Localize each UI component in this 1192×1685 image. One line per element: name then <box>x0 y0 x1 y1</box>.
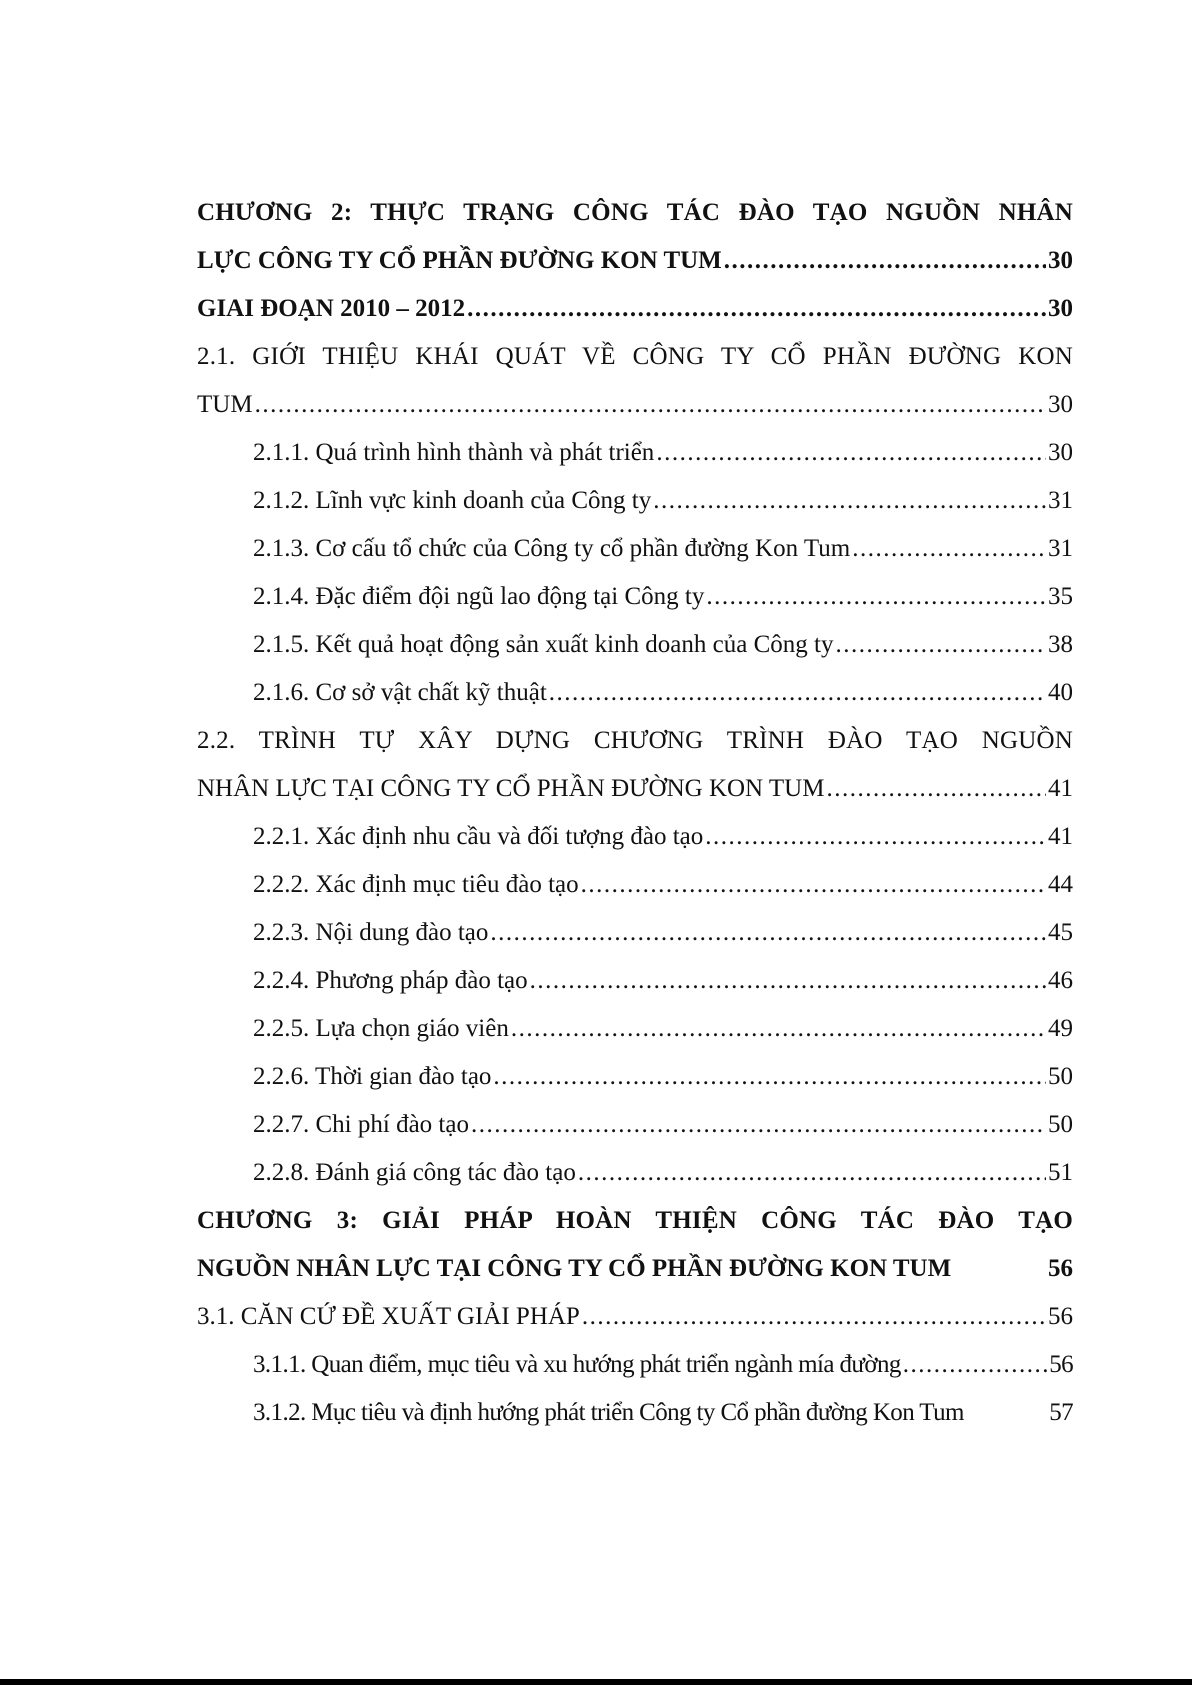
toc-page-number: 41 <box>1048 775 1073 802</box>
toc-entry[interactable] <box>197 957 1073 1005</box>
toc-entry-title: 3.1. CĂN CỨ ĐỀ XUẤT GIẢI PHÁP <box>197 1303 580 1330</box>
dot-leader <box>826 765 1046 813</box>
toc-page-number: 49 <box>1048 1015 1073 1042</box>
dot-leader <box>724 237 1046 285</box>
toc-entry-title: 2.2.1. Xác định nhu cầu và đối tượng đào tạo <box>253 823 704 850</box>
toc-entry-title: 2.2.6. Thời gian đào tạo <box>253 1063 492 1090</box>
toc-page-number: 38 <box>1048 631 1073 658</box>
toc-page-number: 50 <box>1048 1111 1073 1138</box>
toc-entry-title: NHÂN LỰC TẠI CÔNG TY CỔ PHẦN ĐƯỜNG KON TUM <box>197 775 825 802</box>
toc-entry[interactable] <box>197 1293 1073 1341</box>
toc-entry[interactable] <box>197 1341 1073 1389</box>
toc-entry[interactable] <box>197 1149 1073 1197</box>
toc-entry[interactable] <box>197 573 1073 621</box>
toc-entry[interactable] <box>197 381 1073 429</box>
toc-entry-title: 2.2. TRÌNH TỰ XÂY DỰNG CHƯƠNG TRÌNH ĐÀO TẠO NGUỒN <box>197 727 1073 754</box>
toc-page-number: 56 <box>1049 1351 1073 1378</box>
dot-leader <box>549 669 1046 717</box>
dot-leader <box>706 573 1046 621</box>
toc-entry[interactable] <box>197 1101 1073 1149</box>
toc-entry[interactable] <box>197 813 1073 861</box>
toc-page-number: 56 <box>1048 1303 1073 1330</box>
toc-entry-title: 2.2.5. Lựa chọn giáo viên <box>253 1015 509 1042</box>
dot-leader <box>255 381 1046 429</box>
toc-page-number: 35 <box>1048 583 1073 610</box>
dot-leader <box>578 1149 1046 1197</box>
toc-entry-title: 2.1.6. Cơ sở vật chất kỹ thuật <box>253 679 547 706</box>
dot-leader <box>511 1005 1046 1053</box>
toc-entry-title: 2.1.4. Đặc điểm đội ngũ lao động tại Công ty <box>253 583 705 610</box>
toc-entry[interactable] <box>197 1389 1073 1437</box>
toc-entry[interactable] <box>197 525 1073 573</box>
toc-entry[interactable] <box>197 909 1073 957</box>
toc-entry-title: CHƯƠNG 2: THỰC TRẠNG CÔNG TÁC ĐÀO TẠO NGUỒN NHÂN <box>197 199 1073 226</box>
toc-entry[interactable] <box>197 1053 1073 1101</box>
dot-leader <box>467 285 1046 333</box>
toc-entry-title: 3.1.1. Quan điểm, mục tiêu và xu hướng phát triển ngành mía đường <box>253 1351 901 1378</box>
toc-entry[interactable] <box>197 189 1073 237</box>
toc-entry-title: CHƯƠNG 3: GIẢI PHÁP HOÀN THIỆN CÔNG TÁC ĐÀO TẠO <box>197 1207 1073 1234</box>
toc-entry-title: 2.2.2. Xác định mục tiêu đào tạo <box>253 871 579 898</box>
toc-page-number: 44 <box>1048 871 1073 898</box>
toc-page-number: 57 <box>1049 1399 1073 1426</box>
toc-entry[interactable] <box>197 429 1073 477</box>
toc-page-number: 30 <box>1048 391 1073 418</box>
toc-entry-title: 2.1.5. Kết quả hoạt động sản xuất kinh doanh của Công ty <box>253 631 834 658</box>
toc-entry-title: 2.1.3. Cơ cấu tổ chức của Công ty cổ phần đường Kon Tum <box>253 535 851 562</box>
toc-entry-title: NGUỒN NHÂN LỰC TẠI CÔNG TY CỔ PHẦN ĐƯỜNG KON TUM <box>197 1255 952 1282</box>
page-bottom-border <box>0 1679 1192 1685</box>
toc-entry[interactable] <box>197 1005 1073 1053</box>
dot-leader <box>852 525 1046 573</box>
toc-entry-title: 2.1.2. Lĩnh vực kinh doanh của Công ty <box>253 487 652 514</box>
dot-leader <box>656 429 1046 477</box>
toc-page-number: 30 <box>1048 439 1073 466</box>
toc-page-number: 30 <box>1048 247 1073 274</box>
toc-page-number: 46 <box>1048 967 1073 994</box>
toc-entry[interactable] <box>197 861 1073 909</box>
toc-entry-title: GIAI ĐOẠN 2010 – 2012 <box>197 295 466 322</box>
toc-page-number: 31 <box>1048 487 1073 514</box>
toc-entry[interactable] <box>197 1197 1073 1245</box>
toc-entry-title: 2.2.8. Đánh giá công tác đào tạo <box>253 1159 576 1186</box>
toc-entry[interactable] <box>197 669 1073 717</box>
dot-leader <box>581 861 1046 909</box>
toc-page-number: 50 <box>1048 1063 1073 1090</box>
table-of-contents <box>197 189 1073 1437</box>
toc-page-number: 40 <box>1048 679 1073 706</box>
dot-leader <box>903 1341 1047 1389</box>
toc-entry-title: 3.1.2. Mục tiêu và định hướng phát triển Công ty Cổ phần đường Kon Tum <box>253 1399 964 1426</box>
toc-entry[interactable] <box>197 237 1073 285</box>
dot-leader <box>493 1053 1046 1101</box>
toc-entry[interactable] <box>197 765 1073 813</box>
toc-entry[interactable] <box>197 477 1073 525</box>
toc-page-number: 45 <box>1048 919 1073 946</box>
toc-entry-title: 2.1. GIỚI THIỆU KHÁI QUÁT VỀ CÔNG TY CỔ PHẦN ĐƯỜNG KON <box>197 343 1073 370</box>
dot-leader <box>653 477 1046 525</box>
dot-leader <box>705 813 1046 861</box>
dot-leader <box>835 621 1046 669</box>
toc-page-number: 30 <box>1048 295 1073 322</box>
dot-leader <box>582 1293 1046 1341</box>
toc-entry-title: 2.2.3. Nội dung đào tạo <box>253 919 489 946</box>
dot-leader <box>530 957 1046 1005</box>
toc-page-number: 31 <box>1048 535 1073 562</box>
toc-entry-title: LỰC CÔNG TY CỔ PHẦN ĐƯỜNG KON TUM <box>197 247 722 274</box>
toc-entry[interactable] <box>197 717 1073 765</box>
dot-leader <box>490 909 1046 957</box>
toc-entry-title: 2.2.4. Phương pháp đào tạo <box>253 967 528 994</box>
toc-page-number: 41 <box>1048 823 1073 850</box>
dot-leader <box>471 1101 1046 1149</box>
toc-entry-title: 2.2.7. Chi phí đào tạo <box>253 1111 469 1138</box>
toc-entry-title: TUM <box>197 391 253 418</box>
toc-entry[interactable] <box>197 285 1073 333</box>
toc-page-number: 56 <box>1048 1255 1073 1282</box>
toc-entry-title: 2.1.1. Quá trình hình thành và phát triển <box>253 439 655 466</box>
toc-page-number: 51 <box>1048 1159 1073 1186</box>
toc-entry[interactable] <box>197 333 1073 381</box>
toc-entry[interactable] <box>197 1245 1073 1293</box>
toc-entry[interactable] <box>197 621 1073 669</box>
